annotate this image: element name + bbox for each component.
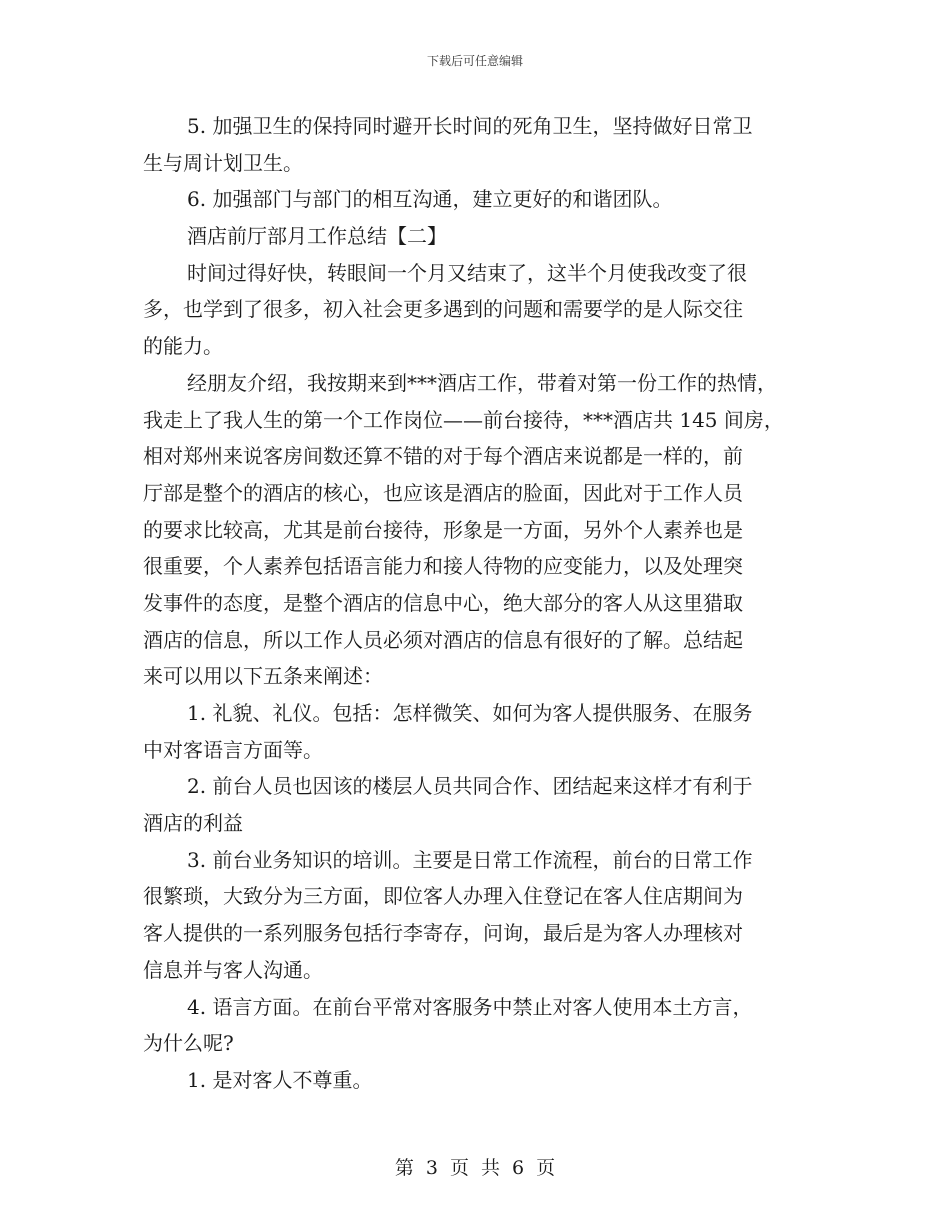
list-item-line: 信息并与客人沟通。: [143, 957, 323, 982]
document-body: [143, 108, 813, 1099]
list-item-line: 4. 语言方面。在前台平常对客服务中禁止对客人使用本土方言，: [187, 994, 753, 1019]
list-item-line: 3. 前台业务知识的培训。主要是日常工作流程，前台的日常工作: [187, 847, 753, 872]
paragraph-line: 我走上了我人生的第一个工作岗位——前台接待，***酒店共 145 间房，: [143, 407, 784, 432]
page-number: 第 3 页 共 6 页: [394, 1157, 556, 1179]
paragraph-line: 生与周计划卫生。: [143, 150, 303, 175]
list-item-line: 客人提供的一系列服务包括行李寄存，问询，最后是为客人办理核对: [143, 921, 743, 946]
paragraph-line: 相对郑州来说客房间数还算不错的对于每个酒店来说都是一样的，前: [143, 444, 743, 469]
header-note: 下载后可任意编辑: [426, 54, 523, 68]
paragraph-line: 6. 加强部门与部门的相互沟通，建立更好的和谐团队。: [187, 187, 673, 212]
list-item-line: 1. 礼貌、礼仪。包括：怎样微笑、如何为客人提供服务、在服务: [187, 701, 753, 725]
paragraph-line: 的要求比较高，尤其是前台接待，形象是一方面，另外个人素养也是: [143, 517, 743, 542]
paragraph-line: 来可以用以下五条来阐述：: [143, 664, 383, 689]
list-item-line: 酒店的利益: [143, 811, 243, 836]
paragraph-line: 5. 加强卫生的保持同时避开长时间的死角卫生，坚持做好日常卫: [187, 114, 753, 138]
list-item-line: 1. 是对客人不尊重。: [187, 1067, 373, 1092]
paragraph-line: 多，也学到了很多，初入社会更多遇到的问题和需要学的是人际交往: [143, 297, 743, 322]
list-item-line: 为什么呢?: [143, 1031, 234, 1056]
paragraph-line: 的能力。: [143, 334, 223, 359]
paragraph-line: 经朋友介绍，我按期来到***酒店工作，带着对第一份工作的热情，: [187, 370, 777, 395]
list-item-line: 中对客语言方面等。: [143, 737, 323, 762]
paragraph-line: 很重要，个人素养包括语言能力和接人待物的应变能力，以及处理突: [143, 554, 743, 579]
section-heading: 酒店前厅部月工作总结【二】: [187, 224, 447, 249]
paragraph-line: 酒店的信息，所以工作人员必须对酒店的信息有很好的了解。总结起: [143, 627, 743, 652]
paragraph-line: 厅部是整个的酒店的核心，也应该是酒店的脸面，因此对于工作人员: [143, 480, 743, 505]
list-item-line: 很繁琐，大致分为三方面，即位客人办理入住登记在客人住店期间为: [143, 884, 743, 909]
list-item-line: 2. 前台人员也因该的楼层人员共同合作、团结起来这样才有利于: [187, 774, 753, 799]
paragraph-line: 时间过得好快，转眼间一个月又结束了，这半个月使我改变了很: [187, 260, 747, 285]
paragraph-line: 发事件的态度，是整个酒店的信息中心，绝大部分的客人从这里猎取: [143, 590, 743, 615]
